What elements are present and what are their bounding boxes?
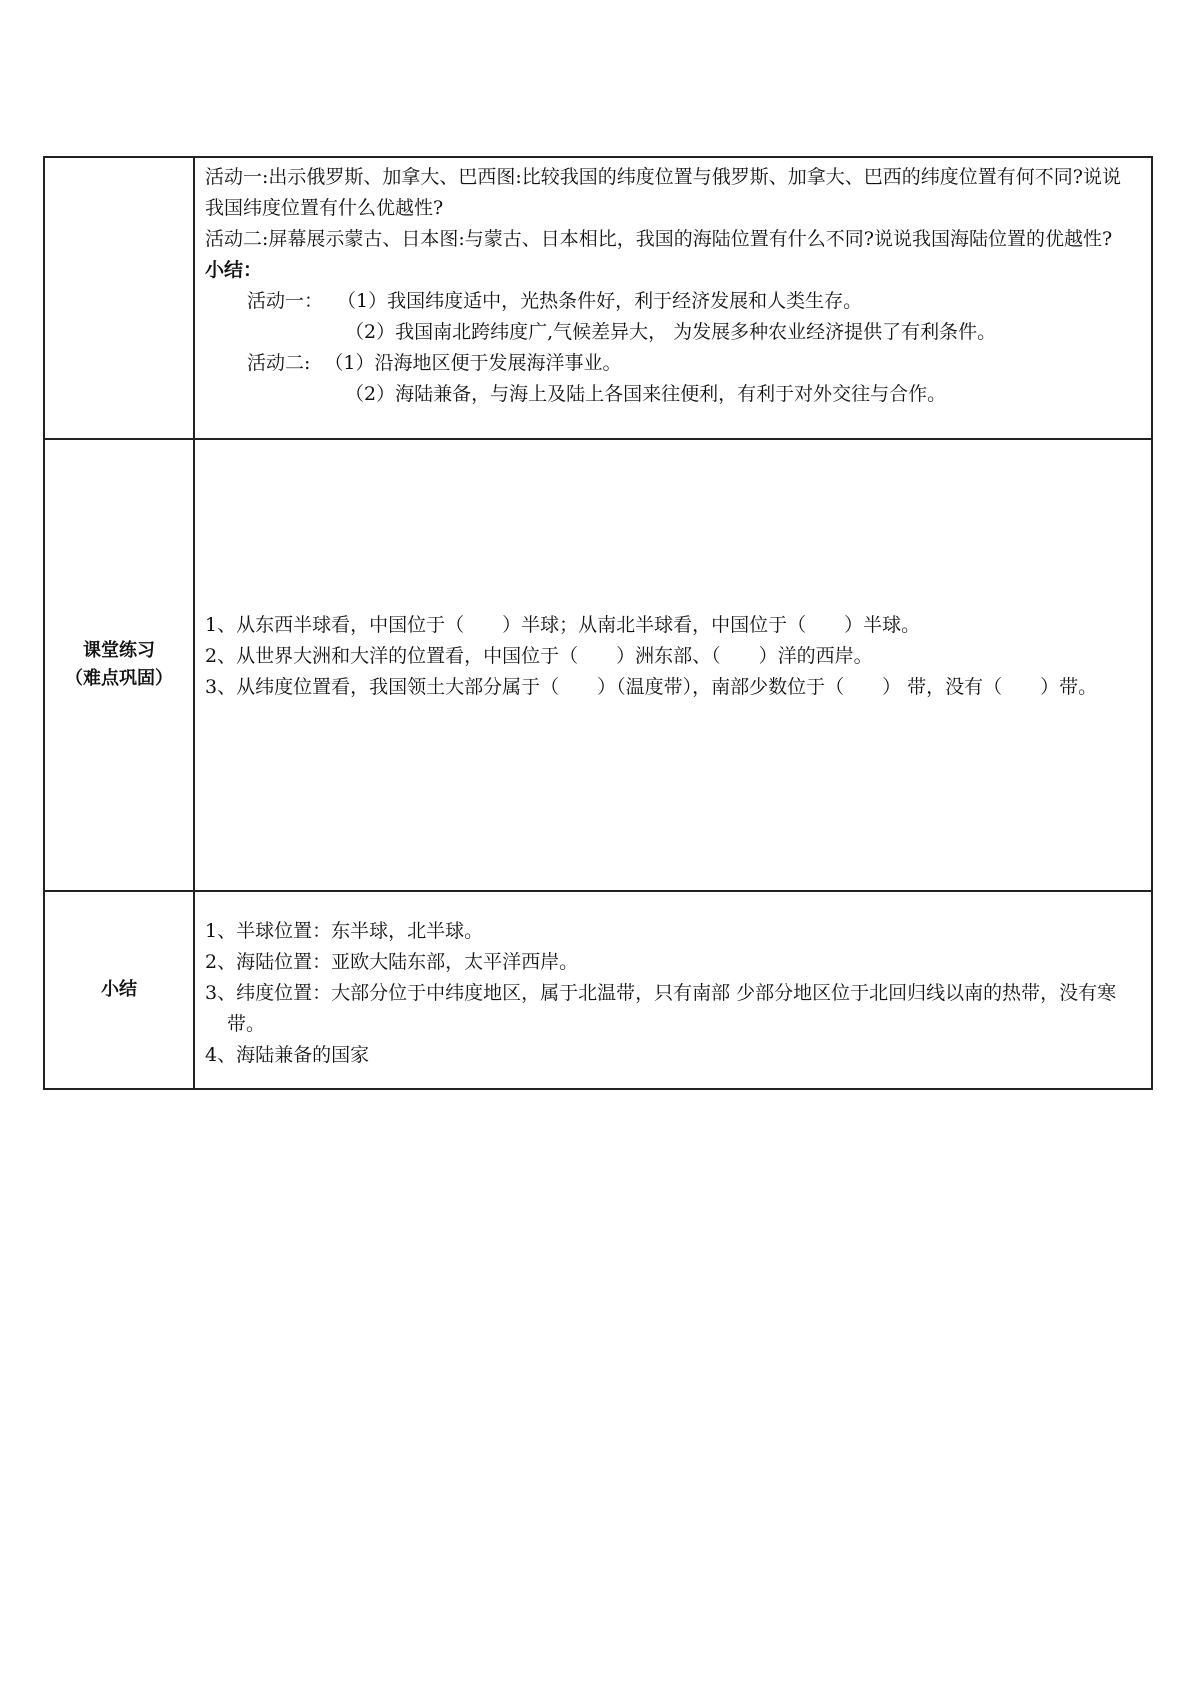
summary-item: 2、海陆位置：亚欧大陆东部，太平洋西岸。 (205, 951, 579, 973)
activity-one-summary (205, 286, 1139, 317)
summary-item: 4、海陆兼备的国家 (205, 1044, 370, 1066)
summary-content-cell (194, 891, 1152, 1089)
activity-one-item-2: （2）我国南北跨纬度广,气候差异大， 为发展多种农业经济提供了有利条件。 (345, 321, 997, 343)
exercise-label-cell (44, 439, 194, 891)
exercise-item: 1、从东西半球看，中国位于（ ）半球；从南北半球看，中国位于（ ）半球。 (205, 614, 921, 636)
summary-item: 1、半球位置：东半球，北半球。 (205, 920, 484, 942)
exercise-item: 3、从纬度位置看，我国领土大部分属于（ ）（温度带），南部少数位于（ ） 带，没有（ ）带。 (205, 676, 1098, 698)
activity-two-item-2: （2）海陆兼备，与海上及陆上各国来往便利，有利于对外交往与合作。 (345, 383, 947, 405)
activity-two-paragraph: 活动二:屏幕展示蒙古、日本图:与蒙古、日本相比，我国的海陆位置有什么不同?说说我国海陆位置的优越性? (205, 228, 1113, 250)
summary-heading: 小结： (205, 259, 263, 281)
summary-item: 3、纬度位置：大部分位于中纬度地区，属于北温带，只有南部 少部分地区位于北回归线以南的热带，没有寒带。 (205, 982, 1117, 1035)
activity-one-label: 活动一： (247, 290, 324, 312)
exercise-row (44, 439, 1152, 891)
summary-label-cell (44, 891, 194, 1089)
summary-label: 小结 (101, 979, 137, 1000)
activity-one-paragraph: 活动一:出示俄罗斯、加拿大、巴西图:比较我国的纬度位置与俄罗斯、加拿大、巴西的纬度位置有何不同?说说我国纬度位置有什么优越性? (205, 166, 1121, 219)
activity-row (44, 157, 1152, 439)
activity-content-cell (194, 157, 1152, 439)
activity-label-cell (44, 157, 194, 439)
exercise-content-cell (194, 439, 1152, 891)
activity-two-item-1: （1）沿海地区便于发展海洋事业。 (324, 352, 622, 374)
exercise-label: 课堂练习 (83, 640, 155, 661)
exercise-sublabel: （难点巩固） (65, 668, 173, 689)
activity-one-item-1: （1）我国纬度适中，光热条件好，利于经济发展和人类生存。 (337, 290, 863, 312)
exercise-item: 2、从世界大洲和大洋的位置看，中国位于（ ）洲东部、（ ）洋的西岸。 (205, 645, 873, 667)
summary-row (44, 891, 1152, 1089)
activity-two-label: 活动二: (247, 352, 311, 374)
lesson-plan-table (43, 156, 1153, 1090)
activity-two-summary (205, 348, 1139, 379)
